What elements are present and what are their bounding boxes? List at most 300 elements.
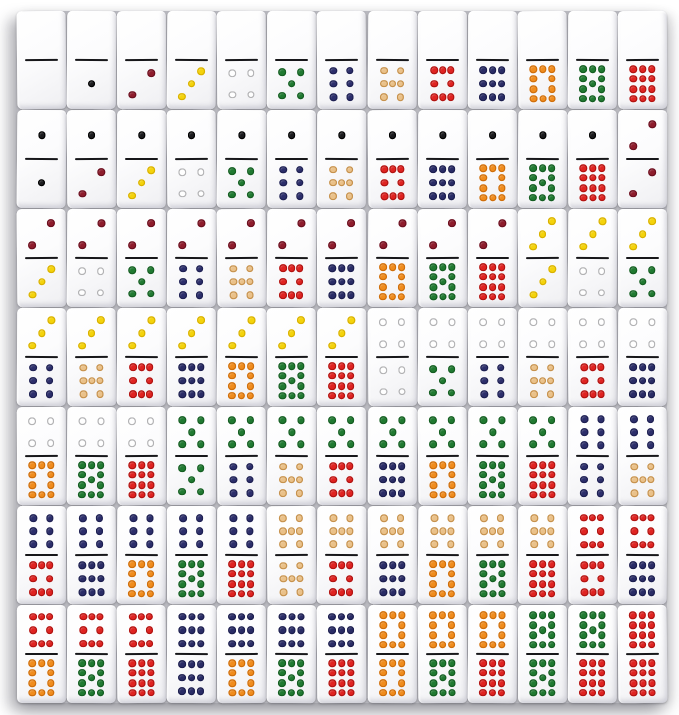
pip-6 [580,476,588,484]
domino-8-10 [17,605,66,703]
pip-7 [347,514,355,522]
pip-11 [429,669,437,677]
divider-line [25,653,58,656]
pip-9 [188,688,196,696]
pip-4 [129,417,137,425]
pip-8 [80,640,88,648]
domino-0-1 [67,11,117,109]
pip-7 [530,514,538,522]
domino-1-11 [517,110,567,208]
pip-2 [498,219,506,227]
pip-8 [330,575,338,583]
bottom-half-11 [521,657,564,699]
divider-line [376,455,409,458]
pip-3 [178,342,186,350]
pip-11 [279,392,287,400]
pip-5 [247,416,255,424]
pip-4 [430,318,438,326]
pip-4 [397,340,405,348]
domino-5-11 [467,407,517,505]
divider-line [276,653,309,656]
domino-3-3 [517,209,567,307]
pip-9 [197,688,205,696]
pip-12 [547,590,555,598]
divider-line [75,356,108,359]
pip-12 [648,65,656,73]
pip-4 [197,168,205,176]
divider-line [426,455,459,458]
pip-12 [147,471,155,479]
pip-10 [238,689,246,697]
pip-3 [128,342,136,350]
pip-8 [296,278,304,286]
domino-1-4 [167,110,217,208]
pip-11 [529,641,537,649]
pip-12 [338,362,346,370]
top-half-4 [621,312,664,354]
pip-8 [80,613,88,621]
pip-9 [247,626,255,634]
bottom-half-8 [120,360,163,402]
pip-5 [229,191,237,199]
pip-12 [588,689,596,697]
pip-10 [29,491,37,499]
pip-8 [330,589,338,597]
domino-3-10 [217,308,267,406]
top-half-4 [20,411,63,453]
pip-8 [130,377,138,385]
pip-11 [539,674,547,682]
pip-8 [46,640,54,648]
pip-12 [497,679,505,687]
pip-5 [229,167,237,175]
pip-3 [589,230,597,238]
top-half-6 [170,510,213,552]
divider-line [526,59,559,62]
pip-11 [297,382,305,390]
top-half-0 [471,15,514,57]
pip-7 [430,540,438,548]
pip-12 [530,491,538,499]
pip-2 [198,219,206,227]
pip-8 [88,640,96,648]
top-half-11 [521,609,564,651]
pip-10 [47,491,55,499]
domino-4-4 [367,308,417,406]
domino-4-7 [518,308,568,406]
pip-7 [447,527,455,535]
pip-9 [479,67,487,75]
pip-12 [630,679,638,687]
pip-8 [46,626,54,634]
pip-6 [330,93,338,101]
domino-2-12 [468,209,517,307]
pip-11 [548,659,556,667]
pip-9 [647,391,655,399]
pip-6 [296,179,304,187]
pip-7 [346,527,354,535]
pip-10 [379,273,387,281]
pip-6 [230,540,238,548]
pip-12 [138,679,146,687]
pip-10 [247,372,255,380]
pip-10 [388,659,396,667]
top-half-4 [120,411,163,454]
pip-6 [180,540,188,548]
divider-line [576,257,609,260]
divider-line [526,257,559,260]
pip-7 [246,265,254,273]
domino-1-9 [417,110,467,208]
pip-3 [138,179,146,187]
pip-11 [480,590,488,598]
pip-10 [438,461,446,469]
pip-5 [247,167,255,175]
bottom-half-7 [320,162,363,204]
pip-4 [579,318,587,326]
pip-6 [480,390,488,398]
pip-5 [447,440,455,448]
pip-12 [479,263,487,271]
pip-10 [229,362,237,370]
pip-2 [228,241,236,249]
pip-10 [397,689,405,697]
pip-4 [179,168,187,176]
domino-5-7 [267,407,317,505]
pip-12 [229,570,237,578]
pip-8 [580,541,588,549]
pip-12 [497,293,505,301]
divider-line [125,554,158,557]
pip-12 [648,75,656,83]
bottom-half-9 [320,261,363,303]
pip-12 [589,174,597,182]
bottom-half-12 [320,360,363,402]
pip-7 [96,377,104,385]
top-half-7 [521,510,564,552]
pip-9 [238,640,246,648]
pip-9 [497,80,505,88]
pip-3 [548,218,556,226]
pip-12 [647,631,655,639]
pip-12 [147,689,155,697]
pip-11 [597,75,605,83]
pip-3 [348,317,356,325]
pip-9 [179,674,187,682]
pip-10 [379,611,387,619]
domino-2-6 [167,209,217,307]
pip-10 [379,679,387,687]
pip-7 [330,527,338,535]
pip-10 [388,612,396,620]
pip-12 [529,560,537,568]
pip-11 [538,641,546,649]
pip-11 [429,273,437,281]
domino-6-12 [217,506,267,604]
pip-7 [496,514,504,522]
pip-6 [480,377,488,385]
pip-10 [530,85,538,93]
pip-8 [296,292,304,300]
pip-11 [489,575,497,583]
pip-11 [79,659,87,667]
domino-12-12 [617,605,667,703]
pip-11 [288,689,296,697]
pip-5 [188,428,196,436]
top-half-9 [170,609,213,651]
pip-4 [47,439,55,447]
pip-5 [129,266,137,274]
pip-9 [397,589,405,597]
pip-11 [588,65,596,73]
pip-5 [498,440,506,448]
pip-11 [78,491,86,499]
pip-1 [539,131,547,139]
pip-8 [38,613,46,621]
pip-9 [429,193,437,201]
divider-line [626,554,659,557]
pip-8 [146,391,154,399]
pip-10 [539,95,547,103]
pip-7 [247,291,255,299]
pip-12 [647,611,655,619]
pip-12 [229,590,237,598]
pip-9 [188,391,196,399]
pip-8 [639,541,647,549]
pip-6 [96,527,104,535]
pip-8 [346,589,354,597]
pip-12 [639,669,647,677]
pip-5 [347,416,355,424]
top-half-2 [70,213,113,256]
pip-7 [346,166,354,174]
top-half-0 [371,15,414,58]
pip-5 [630,266,638,274]
bottom-half-11 [470,459,513,501]
top-half-2 [320,213,363,255]
pip-7 [488,527,496,535]
pip-8 [130,640,138,648]
pip-8 [647,527,655,535]
pip-5 [179,464,187,472]
top-half-0 [170,15,213,58]
pip-9 [238,613,246,621]
pip-8 [137,613,145,621]
pip-9 [197,391,205,399]
pip-9 [179,377,187,385]
pip-11 [580,641,588,649]
pip-4 [530,318,538,326]
domino-4-8 [567,308,617,406]
pip-6 [330,80,338,88]
pip-9 [179,613,187,621]
pip-12 [488,679,496,687]
pip-6 [130,527,138,535]
pip-12 [247,560,255,568]
pip-11 [448,669,456,677]
pip-8 [589,589,597,597]
top-half-0 [20,15,63,58]
pip-11 [78,481,86,489]
divider-line [276,59,309,62]
pip-9 [429,166,437,174]
pip-11 [279,669,287,677]
pip-12 [238,590,246,598]
pip-11 [548,641,556,649]
pip-10 [429,471,437,479]
pip-6 [581,428,589,436]
pip-9 [79,589,87,597]
pip-1 [488,131,496,139]
pip-7 [330,540,338,548]
pip-7 [380,540,388,548]
top-half-8 [120,609,163,652]
pip-12 [580,184,588,192]
pip-10 [379,283,387,291]
pip-12 [647,621,655,629]
pip-4 [597,267,605,275]
pip-9 [647,589,655,597]
domino-0-9 [467,11,517,109]
pip-10 [430,481,438,489]
pip-10 [47,471,55,479]
pip-7 [246,278,254,286]
pip-2 [629,142,637,150]
divider-line [125,158,158,161]
pip-12 [147,659,155,667]
pip-7 [639,476,647,484]
pip-5 [639,278,647,286]
pip-11 [88,461,96,469]
pip-8 [280,292,288,300]
pip-11 [548,689,556,697]
pip-6 [580,489,588,497]
pip-7 [530,364,538,372]
pip-12 [630,75,638,83]
pip-8 [430,94,438,102]
pip-12 [529,580,537,588]
pip-3 [178,93,186,101]
pip-11 [579,75,587,83]
pip-9 [338,278,346,286]
pip-11 [438,659,446,667]
pip-7 [296,489,304,497]
pip-10 [47,481,55,489]
pip-8 [46,613,54,621]
pip-12 [347,659,355,667]
pip-12 [548,491,556,499]
pip-8 [588,514,596,522]
pip-8 [330,476,338,484]
pip-4 [247,91,255,99]
pip-10 [397,641,405,649]
pip-4 [147,439,155,447]
domino-0-2 [117,11,167,109]
pip-8 [96,640,104,648]
pip-10 [29,659,37,667]
divider-line [225,158,258,161]
pip-12 [538,590,546,598]
pip-9 [629,377,637,385]
pip-11 [79,669,87,677]
pip-11 [497,471,505,479]
pip-8 [96,626,104,634]
pip-11 [529,612,537,620]
pip-10 [229,382,237,390]
pip-7 [288,527,296,535]
domino-6-9 [67,506,117,604]
pip-10 [47,679,55,687]
pip-10 [438,641,446,649]
pip-12 [329,659,337,667]
pip-4 [648,340,656,348]
pip-12 [598,174,606,182]
top-half-4 [471,312,514,354]
pip-12 [338,679,346,687]
pip-11 [580,621,588,629]
bottom-half-5 [270,63,313,105]
divider-line [276,356,309,359]
domino-3-5 [618,209,667,307]
pip-7 [330,166,338,174]
pip-10 [498,621,506,629]
pip-12 [588,669,596,677]
divider-line [326,158,359,161]
divider-line [476,455,509,458]
pip-1 [88,80,96,88]
pip-12 [589,659,597,667]
pip-10 [29,689,37,697]
pip-6 [230,476,238,484]
pip-8 [589,364,597,372]
pip-6 [130,514,138,522]
pip-11 [438,278,446,286]
pip-6 [46,527,54,535]
domino-7-12 [518,506,567,604]
top-half-2 [170,213,213,255]
pip-10 [397,659,405,667]
pip-10 [447,641,455,649]
pip-6 [196,527,204,535]
pip-11 [439,689,447,697]
pip-10 [379,293,387,301]
top-half-4 [370,312,413,355]
pip-6 [330,67,338,75]
domino-3-11 [267,308,317,406]
pip-9 [347,640,355,648]
bottom-half-12 [571,657,614,699]
pip-7 [388,80,396,88]
pip-2 [348,219,356,227]
domino-4-6 [468,308,517,406]
pip-10 [379,631,387,639]
domino-0-8 [417,11,466,109]
pip-12 [630,659,638,667]
pip-11 [79,689,87,697]
bottom-half-9 [621,558,664,601]
top-half-1 [120,114,163,156]
domino-9-10 [217,605,267,703]
pip-12 [488,293,496,301]
top-half-2 [220,213,263,256]
pip-11 [197,560,205,568]
pip-12 [547,570,555,578]
pip-6 [79,527,87,535]
pip-11 [438,263,446,271]
pip-6 [196,514,204,522]
pip-2 [97,168,105,176]
pip-10 [447,631,455,639]
